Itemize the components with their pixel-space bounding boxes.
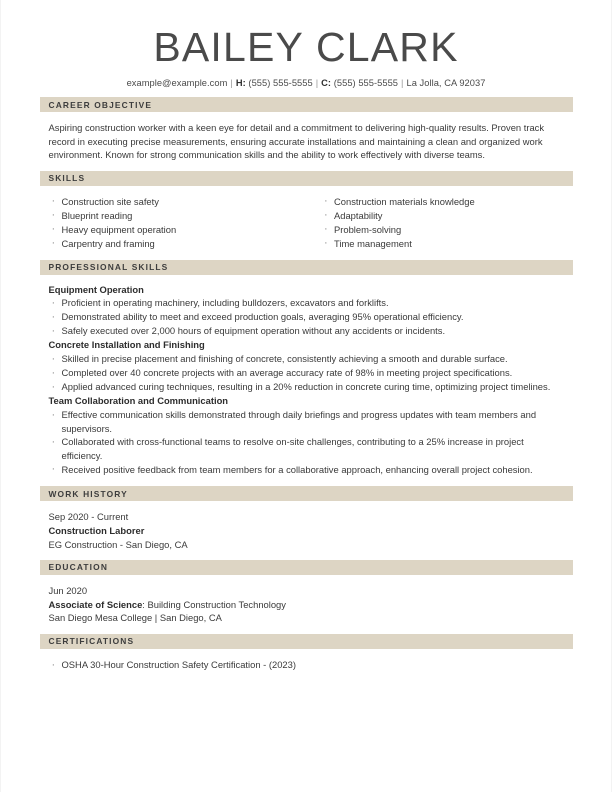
section-header-bar bbox=[40, 486, 573, 501]
certifications-body bbox=[40, 652, 573, 681]
contact-separator: | bbox=[230, 78, 233, 89]
list-item: · Received positive feedback from team members for a collaborative approach, enhancing overall project cohesion. bbox=[49, 463, 564, 476]
contact-separator: | bbox=[401, 78, 404, 89]
subsection-heading: Concrete Installation and Finishing bbox=[48, 339, 205, 351]
list-item: · Applied advanced curing techniques, resulting in a 20% reduction in concrete curing time, optimizing project timelines. bbox=[49, 380, 564, 393]
work-employer: EG Construction - San Diego, CA bbox=[48, 538, 188, 550]
work-job-title: Construction Laborer bbox=[48, 524, 145, 536]
career-objective-text: Aspiring construction worker with a keen eye for detail and a commitment to delivering high-quality results. Proven track record in executing precise measurements, ensuring accurate installations and maintaining a clean and organized work environment. Known for strong communication skills and the ability to work effectively with diverse teams. bbox=[48, 122, 545, 161]
list-item: · Adaptability bbox=[321, 209, 564, 222]
list-item: · OSHA 30-Hour Construction Safety Certification - (2023) bbox=[49, 658, 564, 671]
skills-list-left bbox=[49, 195, 307, 250]
education-degree-line bbox=[49, 598, 564, 612]
professional-skills-body bbox=[40, 278, 573, 487]
section-title-education: EDUCATION bbox=[48, 562, 109, 573]
professional-skills-group-team-collaboration bbox=[49, 394, 564, 476]
section-title-career-objective: CAREER OBJECTIVE bbox=[48, 99, 153, 110]
section-title-professional-skills: PROFESSIONAL SKILLS bbox=[48, 261, 169, 272]
professional-skills-group-equipment-operation bbox=[49, 283, 564, 338]
list-item: · Effective communication skills demonstrated through daily briefings and progress updates with team members and supervisors. bbox=[49, 408, 564, 435]
section-work-history bbox=[40, 486, 573, 560]
education-date: Jun 2020 bbox=[48, 585, 88, 597]
subsection-heading: Team Collaboration and Communication bbox=[48, 395, 229, 407]
list-item: · Safely executed over 2,000 hours of equipment operation without any accidents or incidents. bbox=[49, 324, 564, 337]
skills-column-left bbox=[49, 195, 307, 251]
education-school: San Diego Mesa College | San Diego, CA bbox=[48, 612, 222, 624]
list-item: · Skilled in precise placement and finishing of concrete, consistently achieving a smooth and durable surface. bbox=[49, 352, 564, 365]
list-item: · Time management bbox=[321, 237, 564, 250]
professional-skills-group-concrete-installation bbox=[49, 338, 564, 393]
skills-body bbox=[40, 189, 573, 260]
education-entry bbox=[49, 584, 564, 625]
work-history-entry bbox=[49, 510, 564, 551]
resume-content bbox=[40, 88, 573, 681]
section-title-certifications: CERTIFICATIONS bbox=[48, 636, 135, 647]
section-header-bar bbox=[40, 97, 573, 112]
professional-skills-list bbox=[49, 296, 564, 337]
contact-info-line bbox=[0, 78, 612, 88]
subsection-heading: Equipment Operation bbox=[48, 283, 144, 295]
location-text: La Jolla, CA 92037 bbox=[406, 78, 486, 89]
skills-columns bbox=[49, 195, 564, 251]
list-item: · Blueprint reading bbox=[49, 209, 307, 222]
skills-column-right bbox=[306, 195, 564, 251]
section-career-objective bbox=[40, 97, 573, 170]
list-item: · Demonstrated ability to meet and exceed production goals, averaging 95% operational efficiency. bbox=[49, 310, 564, 323]
list-item: · Completed over 40 concrete projects with an average accuracy rate of 98% in meeting project specifications. bbox=[49, 366, 564, 379]
section-header-bar bbox=[40, 260, 573, 275]
career-objective-body bbox=[40, 115, 573, 170]
certifications-list bbox=[49, 658, 564, 671]
list-item: · Collaborated with cross-functional teams to resolve on-site challenges, contributing to a 25% increase in project efficiency. bbox=[49, 435, 564, 462]
section-title-skills: SKILLS bbox=[48, 173, 86, 184]
list-item: · Carpentry and framing bbox=[49, 237, 307, 250]
section-education bbox=[40, 560, 573, 634]
work-history-body bbox=[40, 504, 573, 560]
resume-header bbox=[0, 0, 612, 88]
page-left-edge bbox=[0, 0, 1, 792]
cell-phone-value: (555) 555-5555 bbox=[333, 78, 399, 89]
section-skills bbox=[40, 171, 573, 260]
section-certifications bbox=[40, 634, 573, 681]
professional-skills-list bbox=[49, 408, 564, 476]
contact-separator: | bbox=[315, 78, 319, 89]
email-text: example@example.com bbox=[126, 78, 228, 89]
cell-phone-label: C: bbox=[321, 78, 332, 89]
list-item: · Problem-solving bbox=[321, 223, 564, 236]
list-item: · Construction site safety bbox=[49, 195, 307, 208]
education-field: : Building Construction Technology bbox=[142, 598, 286, 610]
section-header-bar bbox=[40, 560, 573, 575]
home-phone-value: (555) 555-5555 bbox=[248, 78, 313, 89]
home-phone-label: H: bbox=[235, 78, 246, 89]
skills-list-right bbox=[321, 195, 564, 250]
section-professional-skills bbox=[40, 260, 573, 487]
professional-skills-list bbox=[49, 352, 564, 393]
section-title-work-history: WORK HISTORY bbox=[48, 488, 128, 499]
list-item: · Heavy equipment operation bbox=[49, 223, 307, 236]
work-dates: Sep 2020 - Current bbox=[48, 511, 129, 523]
section-header-bar bbox=[40, 171, 573, 186]
education-body bbox=[40, 578, 573, 634]
list-item: · Construction materials knowledge bbox=[321, 195, 564, 208]
education-degree: Associate of Science bbox=[48, 598, 143, 610]
list-item: · Proficient in operating machinery, including bulldozers, excavators and forklifts. bbox=[49, 296, 564, 309]
section-header-bar bbox=[40, 634, 573, 649]
page-title: BAILEY CLARK bbox=[153, 24, 459, 70]
